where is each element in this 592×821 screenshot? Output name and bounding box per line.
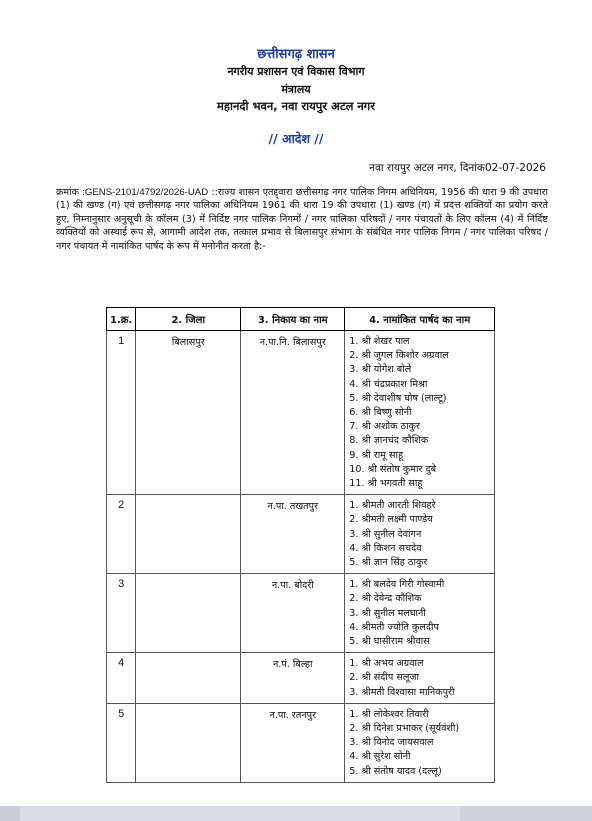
- col-header-nominee: 4. नामांकित पार्षद का नाम: [345, 308, 495, 331]
- nominee-name: 9. श्री रामू साहू: [349, 449, 404, 461]
- cell-body: न.पा.नि. बिलासपुर: [241, 331, 345, 495]
- nominee-name: 3. श्री विनोद जायसवाल: [349, 737, 434, 749]
- nominee-name: 2. श्री संदीप सलूजा: [349, 672, 419, 684]
- nominee-name: 2. श्री दिनेश प्रभाकर (सूर्यवंशी): [349, 723, 460, 735]
- nominee-name: 4. श्री किशन सचदेव: [349, 542, 422, 554]
- nominee-name: 1. श्री शेखर पाल: [349, 336, 410, 347]
- cell-nominees: [345, 574, 495, 653]
- cell-sno: 1: [107, 331, 136, 495]
- table-row: [107, 495, 495, 574]
- table-header-row: [107, 308, 495, 331]
- order-ref-number: :GENS-2101/4792/2026-UAD: [82, 187, 209, 198]
- cell-district: [136, 653, 241, 704]
- office-address: महानदी भवन, नवा रायपुर अटल नगर: [217, 99, 375, 113]
- nominee-name: 4. श्री चंद्रप्रकाश मिश्रा: [349, 378, 428, 390]
- order-dateline: नवा रायपुर अटल नगर, दिनांक02-07-2026: [369, 162, 546, 174]
- col-header-district: 2. जिला: [136, 308, 241, 331]
- order-ref-label: क्रमांक: [56, 187, 79, 198]
- table-row: [107, 703, 495, 782]
- cell-body: न.पा. तखतपुर: [241, 495, 345, 574]
- cell-sno: 2: [107, 495, 136, 574]
- cell-body: न.पं. बिल्हा: [241, 653, 345, 704]
- cell-sno: 4: [107, 653, 136, 704]
- cell-sno: 3: [107, 574, 136, 653]
- cell-nominees: [345, 653, 495, 704]
- cell-nominees: [345, 331, 495, 495]
- cell-body: न.पा. बोदरी: [241, 574, 345, 653]
- cell-body: न.पा. रतनपुर: [241, 703, 345, 782]
- nominee-name: 4. श्रीमती ज्योति कुलदीप: [349, 621, 439, 633]
- nominee-list: [349, 708, 491, 779]
- cell-district: [136, 495, 241, 574]
- nominee-name: 3. श्री सुनील देवांगन: [349, 528, 422, 540]
- cell-sno: 5: [107, 703, 136, 782]
- table-row: [107, 574, 495, 653]
- nominee-name: 1. श्री अभय अग्रवाल: [349, 658, 424, 670]
- cell-district: [136, 703, 241, 782]
- order-body-text: ::राज्य शासन एतद्द्वारा छत्तीसगढ़ नगर पालिक निगम अधिनियम, 1956 की धारा 9 की उपधारा (1) की खण्ड (ग) एवं छत्तीसगढ़ नगर पालिका अधिनियम 1961 की धारा 19 की उपधारा (1) खण्ड (ग) में प्रदत्त शक्तियों का प्रयोग करते हुए, निम्नानुसार अनुसूची के कॉलम (3) में निर्दिष्ट नगर पालिक निगमों / नगर पालिका परिषदों / नगर पंचायतों के लिए कॉलम (4) में निर्दिष्ट व्यक्तियों को अस्थाई रूप से, आगामी आदेश तक, तत्काल प्रभाव से बिलासपुर संभाग के संबंधित नगर पालिक निगम / नगर पालिका परिषद / नगर पंचायत में नामांकित पार्षद के रूप में मनोनीत करता है:-: [56, 187, 548, 252]
- nominee-name: 6. श्री बिष्णु सोनी: [349, 407, 412, 419]
- nominee-name: 4. श्री सुरेश सोनी: [349, 751, 411, 763]
- govt-name: छत्तीसगढ़ शासन: [257, 47, 335, 62]
- nominee-name: 2. श्री जुगल किशोर अग्रवाल: [349, 350, 449, 362]
- nominee-name: 1. श्रीमती आरती शिवहरे: [349, 500, 436, 512]
- nominee-name: 11. श्री भगवती साहू: [349, 478, 423, 490]
- order-paragraph: [56, 186, 548, 253]
- nominee-list: [349, 657, 491, 700]
- office-name: मंत्रालय: [281, 83, 311, 96]
- nominee-list: [349, 499, 491, 570]
- nominee-name: 3. श्रीमती विश्वासा मानिकपुरी: [349, 686, 455, 698]
- nominee-name: 5. श्री ज्ञान सिंह ठाकुर: [349, 557, 428, 569]
- viewer-bottom-bar: [0, 806, 592, 821]
- cell-nominees: [345, 495, 495, 574]
- cell-district: बिलासपुर: [136, 331, 241, 495]
- col-header-body: 3. निकाय का नाम: [241, 308, 345, 331]
- nominee-name: 10. श्री संतोष कुमार दुबे: [349, 463, 437, 475]
- nominee-name: 3. श्री सुनील मलघानी: [349, 607, 426, 619]
- col-header-sno: 1.क्र.: [107, 308, 136, 331]
- cell-nominees: [345, 703, 495, 782]
- nominee-list: [349, 578, 491, 649]
- nominee-name: 5. श्री घासीराम श्रीवास: [349, 636, 430, 648]
- nominee-name: 2. श्रीमती लक्ष्मी पाण्डेय: [349, 514, 433, 526]
- order-title: // आदेश //: [268, 131, 324, 146]
- table-row: [107, 331, 495, 495]
- nominee-name: 5. श्री देवाशीष घोष (लाल्टू): [349, 392, 447, 404]
- nominee-name: 1. श्री बलदेव गिरी गोस्वामी: [349, 579, 445, 591]
- nominee-name: 2. श्री देवेन्द्र कौशिक: [349, 593, 422, 605]
- cell-district: [136, 574, 241, 653]
- department-name: नगरीय प्रशासन एवं विकास विभाग: [227, 65, 365, 78]
- nominee-list: [349, 335, 491, 491]
- nominee-name: 1. श्री लोकेश्वर तिवारी: [349, 708, 429, 720]
- table-row: [107, 653, 495, 704]
- nominee-name: 7. श्री अशोक ठाकुर: [349, 421, 420, 433]
- nominee-name: 8. श्री ज्ञानचंद कौशिक: [349, 435, 429, 447]
- nominee-name: 5. श्री संतोष यादव (दल्लू): [349, 765, 442, 777]
- nominee-table: [106, 307, 495, 783]
- nominee-name: 3. श्री योगेश बोले: [349, 364, 412, 376]
